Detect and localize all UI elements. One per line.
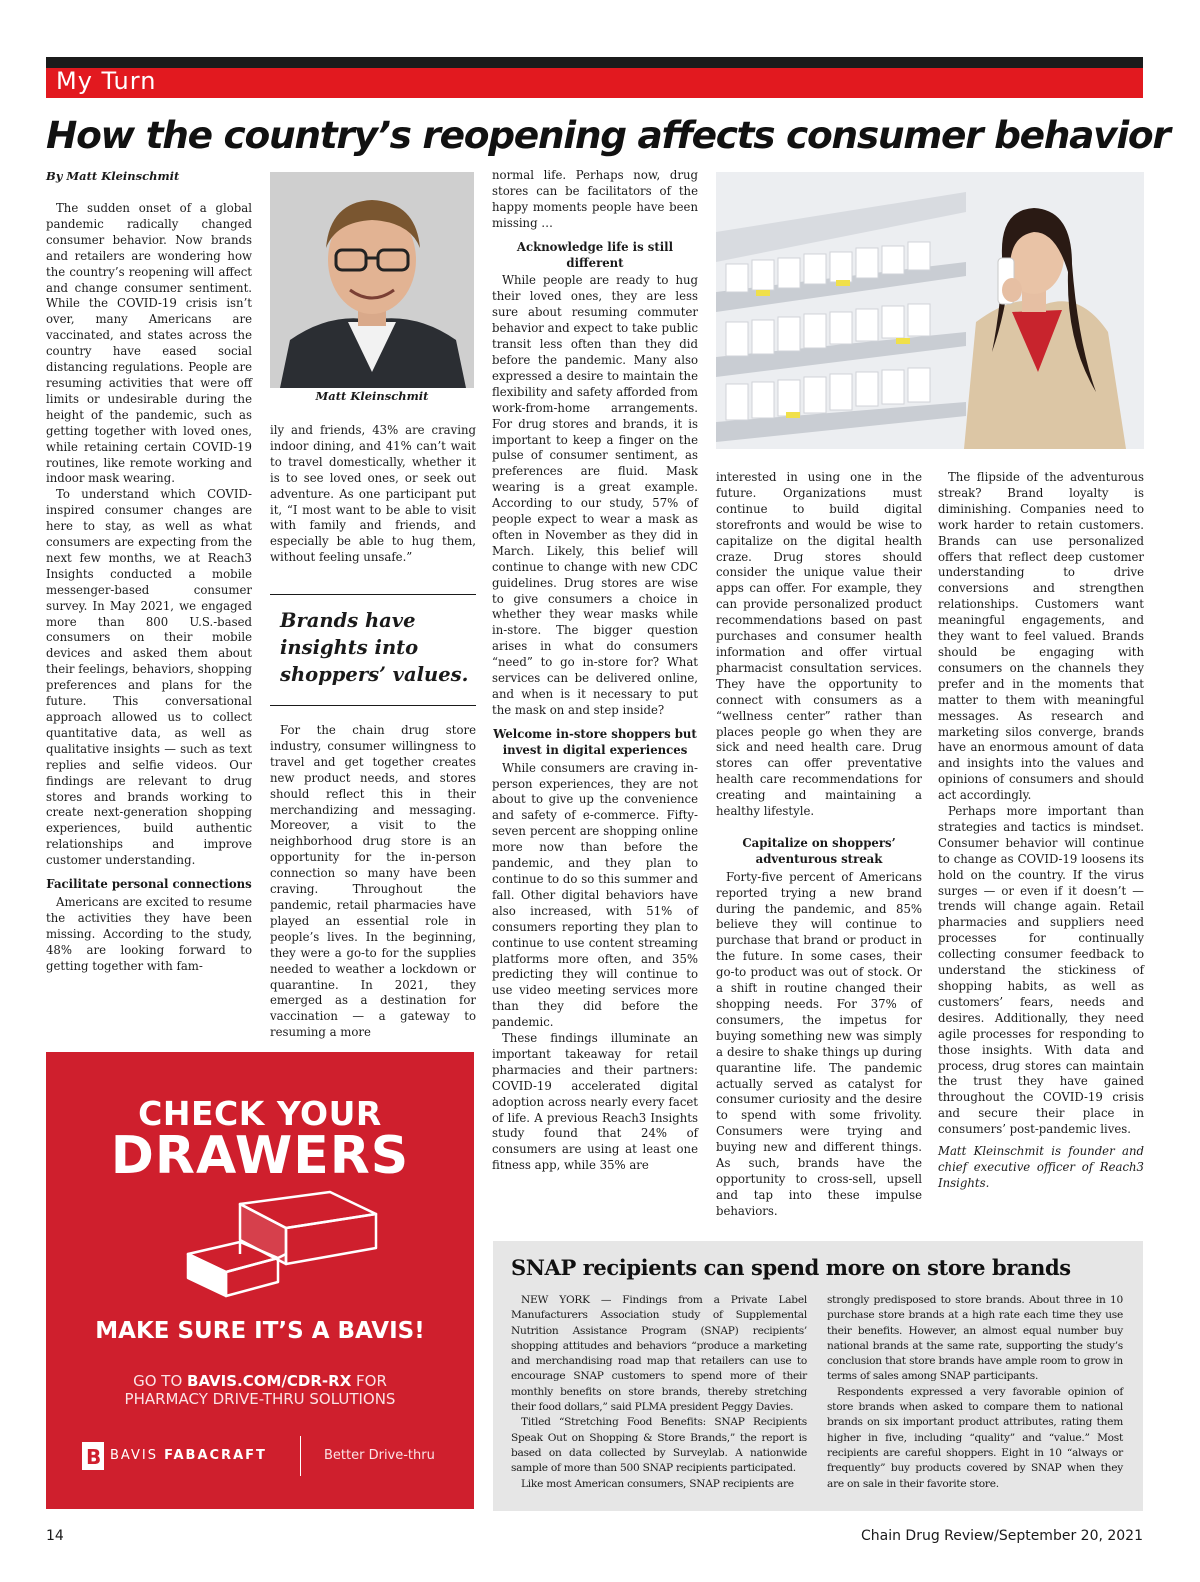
sidebar-column-1 (511, 1293, 807, 1492)
paragraph: Like most American consumers, SNAP recipients are (521, 1477, 794, 1490)
logo-letter: B (86, 1445, 102, 1469)
byline: By Matt Kleinschmit (46, 169, 180, 183)
snap-sidebar (493, 1241, 1143, 1511)
section-banner (46, 68, 1143, 98)
paragraph: The flipside of the adventurous streak? Brand loyalty is diminishing. Companies need to work harder to retain customers. Brands can use personalized offers that reflect deep customer understanding to drive conversions and strengthen relationships. Customers want meaningful engagements, and they want to feel valued. Brands should be engaging with consumers on the channels they prefer and in the moments that matter to them with meaningful messages. As research and marketing silos converge, brands have an enormous amount of data and insights into the values and opinions of consumers and should act accordingly. (938, 470, 1144, 803)
paragraph: normal life. Perhaps now, drug stores can be facilitators of the happy moments people have been missing … (492, 168, 698, 230)
pull-quote-text: Brands have insights into shoppers’ values. (280, 609, 469, 686)
article-column-2a (270, 423, 476, 566)
article-column-2b (270, 723, 476, 1041)
photo-caption: Matt Kleinschmit (315, 389, 429, 403)
brand-divider (300, 1436, 301, 1476)
ad-url-link[interactable]: BAVIS.COM/CDR-RX (187, 1372, 352, 1390)
article-column-5 (938, 470, 1144, 1192)
headline: How the country’s reopening affects consumer behavior (46, 113, 1170, 157)
sidebar-title: SNAP recipients can spend more on store brands (511, 1255, 1071, 1280)
brand-part-1: BAVIS (110, 1448, 165, 1463)
cta-prefix: GO TO (133, 1372, 188, 1390)
drawer-illustration-icon (180, 1184, 380, 1304)
ad-headline-2: DRAWERS (110, 1126, 410, 1186)
cta-line-2: PHARMACY DRIVE-THRU SOLUTIONS (124, 1390, 396, 1408)
article-column-1 (46, 201, 252, 975)
paragraph: While consumers are craving in-person experiences, they are not about to give up the convenience and safety of e-commerce. Fifty-seven percent are shopping online more now than before the pandemic, and they plan to continue to do so this summer and fall. Other digital behaviors have also increased, with 51% of consumers reporting they plan to continue to use content streaming platforms more often, and 35% predicting they will continue to use video meeting services more than they did before the pandemic. (492, 760, 698, 1030)
article-column-3 (492, 168, 698, 1174)
pull-quote (270, 594, 476, 706)
paragraph: interested in using one in the future. Organizations must continue to build digital storefronts and would be wise to capitalize on the digital health craze. Drug stores should consider the unique value their apps can offer. For example, they can provide personalized product recommendations based on past purchases and consumer health information and offer virtual pharmacist consultation services. They have the opportunity to connect with consumers as a “wellness center” rather than places people go when they are sick and need health care. Drug stores can offer preventative health care recommendations for creating and maintaining a healthy lifestyle. (716, 470, 922, 819)
paragraph: Perhaps more important than strategies and tactics is mindset. Consumer behavior will continue to change as COVID-19 loosens its hold on the country. If the virus surges — or even if it doesn’t — trends will change again. Retail pharmacies and suppliers need processes for continually collecting consumer feedback to understand the stickiness of shopping habits, as well as customers’ fears, needs and desires. Additionally, they need agile processes for responding to those insights. With data and process, drug stores can maintain the trust they have gained throughout the COVID-19 crisis and secure their place in consumers’ post-pandemic lives. (938, 804, 1144, 1137)
paragraph: NEW YORK — Findings from a Private Label Manufacturers Association study of Supplemental Nutrition Assistance Program (SNAP) recipients’ shopping attitudes and behaviors “produce a marketing and merchandising road map that retailers can use to encourage SNAP customers to spend more of their monthly benefits on store brands, thereby stretching their food dollars,” said PLMA president Peggy Davies. (511, 1294, 807, 1414)
paragraph: Titled “Stretching Food Benefits: SNAP Recipients Speak Out on Shopping & Store Brands,” the report is based on data collected by Surveylab. A nationwide sample of more than 500 SNAP recipients participated. (511, 1416, 807, 1475)
subhead: Acknowledge life is still different (516, 239, 674, 270)
shopper-photo (716, 172, 1144, 449)
sidebar-column-2 (827, 1293, 1123, 1492)
paragraph: These findings illuminate an important takeaway for retail pharmacies and their partners: COVID-19 accelerated digital adoption across nearly every facet of life. A previous Reach3 Insights study found that 24% of consumers are using at least one fitness app, while 35% are (492, 1031, 698, 1173)
ad-brand-name (110, 1448, 267, 1463)
top-rule (46, 57, 1143, 68)
cta-suffix: FOR (351, 1372, 387, 1390)
author-photo (270, 172, 474, 388)
bavis-logo-icon (82, 1442, 104, 1470)
ad-brand-row (82, 1436, 442, 1476)
ad-call-to-action (46, 1372, 474, 1408)
subhead: Welcome in-store shoppers but invest in digital experiences (493, 726, 697, 757)
ad-tagline: MAKE SURE IT’S A BAVIS! (95, 1318, 425, 1344)
paragraph: For the chain drug store industry, consumer willingness to travel and get together creates new product needs, and stores should reflect this in their merchandizing and messaging. Moreover, a visit to the neighborhood drug store is an opportunity for the in-person connection so many have been craving. Throughout the pandemic, retail pharmacies have played an essential role in people’s lives. In the beginning, they were a go-to for the supplies needed to weather a lockdown or quarantine. In 2021, they emerged as a destination for vaccination — a gateway to resuming a more (270, 723, 476, 1040)
paragraph: To understand which COVID-inspired consumer changes are here to stay, as well as what consumers are expecting from the next few months, we at Reach3 Insights conducted a mobile messenger-based consumer survey. In May 2021, we engaged more than 800 U.S.-based consumers on their mobile devices and asked them about their feelings, behaviors, shopping preferences and plans for the future. This conversational approach allowed us to collect quantitative data, as well as qualitative insights — such as text replies and selfie videos. Our findings are relevant to drug stores and brands working to create next-generation shopping experiences, build authentic relationships and improve customer understanding. (46, 487, 252, 868)
paragraph: Forty-five percent of Americans reported trying a new brand during the pandemic, and 85% believe they will continue to purchase that brand or product in the future. In some cases, their go-to product was out of stock. Or a shift in routine changed their shopping needs. For 37% of consumers, the impetus for buying something new was simply a desire to shake things up during quarantine life. The pandemic actually served as catalyst for consumer curiosity and the desire to spend with some frivolity. Consumers were trying and buying new and different things. As such, brands have the opportunity to cross-sell, upsell and tap into these impulse behaviors. (716, 869, 922, 1218)
author-bio: Matt Kleinschmit is founder and chief executive officer of Reach3 Insights. (938, 1144, 1144, 1190)
paragraph: ily and friends, 43% are craving indoor dining, and 41% can’t wait to travel domestically, whether it is to see loved ones, or seek out adventure. As one participant put it, “I most want to be able to visit with family and friends, and especially be able to hug them, without feeling unsafe.” (270, 423, 476, 565)
brand-part-2: FABACRAFT (164, 1448, 267, 1463)
publication-info: Chain Drug Review/September 20, 2021 (860, 1528, 1143, 1544)
paragraph: Respondents expressed a very favorable opinion of store brands when asked to compare them to national brands on six important product attributes, rating them higher in five, including “quality” and “value.” Most recipients are careful shoppers. Eight in 10 “always or frequently” buy products covered by SNAP when they are on sale in their favorite store. (827, 1385, 1123, 1490)
page-number: 14 (46, 1528, 64, 1544)
bavis-advertisement[interactable] (46, 1052, 474, 1509)
subhead: Facilitate personal connections (46, 877, 252, 892)
section-label: My Turn (56, 67, 157, 95)
paragraph: The sudden onset of a global pandemic radically changed consumer behavior. Now brands and retailers are wondering how the country’s reopening will affect and change consumer sentiment. While the COVID-19 crisis isn’t over, many Americans are vaccinated, and states across the country have eased social distancing regulations. People are resuming activities that were off limits or undesirable during the height of the pandemic, such as getting together with loved ones, while retaining certain COVID-19 routines, like remote working and indoor mask wearing. (46, 201, 252, 486)
article-column-4 (716, 470, 922, 1220)
subhead: Capitalize on shoppers’ adventurous streak (742, 835, 896, 866)
ad-brand-tagline: Better Drive-thru (324, 1448, 435, 1463)
paragraph: Americans are excited to resume the activities they have been missing. According to the study, 48% are looking forward to getting together with fam- (46, 894, 252, 973)
ad-headline-1: CHECK YOUR (138, 1094, 382, 1133)
paragraph: While people are ready to hug their loved ones, they are less sure about resuming commuter behavior and expect to take public transit less often than they did before the pandemic. Many also expressed a desire to maintain the flexibility and safety afforded from work-from-home arrangements. For drug stores and brands, it is important to keep a finger on the pulse of consumer sentiment, as preferences are fluid. Mask wearing is a great example. According to our study, 57% of people expect to wear a mask as often in November as they did in March. Likely, this belief will continue to change with new CDC guidelines. Drug stores are wise to give consumers a choice in whether they wear masks while in-store. The bigger question arises in what do consumers “need” to go in-store for? What services can be delivered online, and when is it necessary to put the mask on and step inside? (492, 273, 698, 717)
paragraph: strongly predisposed to store brands. About three in 10 purchase store brands at a high rate each time they use their benefits. However, an almost equal number buy national brands at the same rate, supporting the study’s conclusion that store brands have ample room to grow in terms of sales among SNAP participants. (827, 1294, 1123, 1383)
